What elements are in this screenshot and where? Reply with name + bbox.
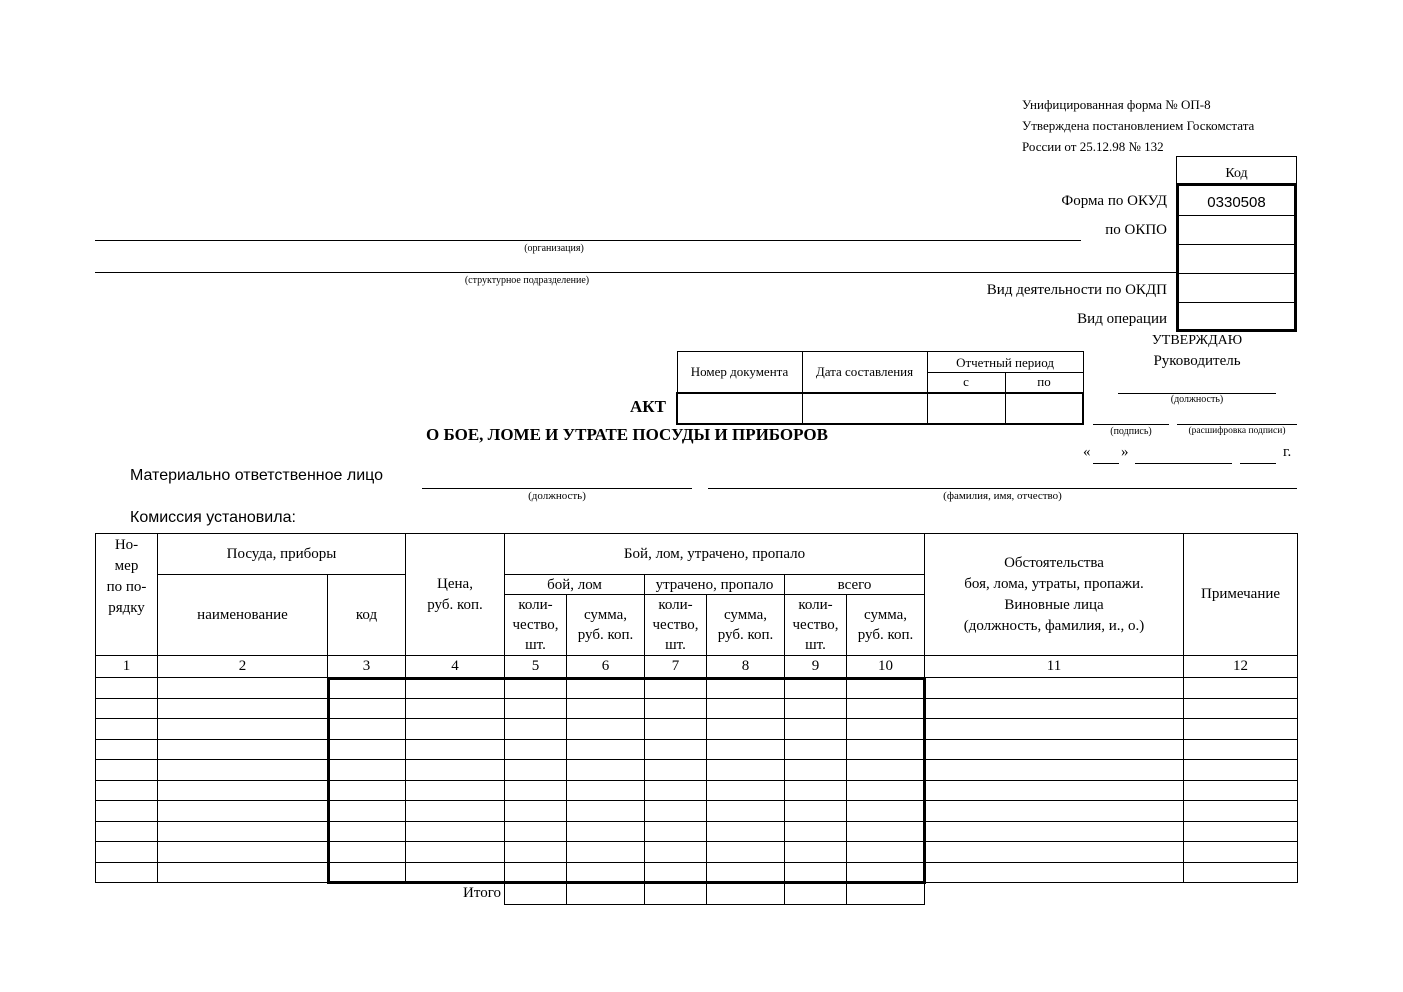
table-cell[interactable]: [406, 780, 505, 801]
period-from-field[interactable]: [927, 393, 1005, 424]
table-cell[interactable]: [1184, 678, 1298, 699]
table-cell[interactable]: [158, 801, 328, 822]
table-cell[interactable]: [707, 719, 785, 740]
table-cell[interactable]: [406, 678, 505, 699]
table-cell[interactable]: [785, 821, 847, 842]
commission-label: Комиссия установила:: [130, 509, 296, 526]
table-cell[interactable]: [707, 739, 785, 760]
total-label: Итого: [463, 885, 501, 901]
qty-header: коли- чество, шт.: [785, 595, 847, 656]
table-cell[interactable]: [645, 780, 707, 801]
table-cell[interactable]: [158, 719, 328, 740]
sum-header: сумма, руб. коп.: [567, 595, 645, 656]
table-cell[interactable]: [925, 739, 1184, 760]
head-position-caption: (должность): [1170, 394, 1224, 405]
period-to-header: по: [1005, 373, 1083, 393]
table-cell[interactable]: [847, 842, 925, 863]
table-cell[interactable]: [328, 842, 406, 863]
table-cell[interactable]: [847, 780, 925, 801]
table-cell[interactable]: [96, 678, 158, 699]
responsible-position-caption: (должность): [528, 490, 586, 502]
table-cell[interactable]: [645, 801, 707, 822]
responsible-name-line[interactable]: [708, 488, 1297, 489]
table-cell[interactable]: [406, 760, 505, 781]
table-cell[interactable]: [505, 801, 567, 822]
table-cell[interactable]: [785, 698, 847, 719]
approve-label: УТВЕРЖДАЮ: [1151, 333, 1243, 348]
table-cell[interactable]: [645, 678, 707, 699]
table-cell[interactable]: [328, 780, 406, 801]
approve-month-field[interactable]: [1135, 463, 1232, 464]
table-cell[interactable]: [925, 862, 1184, 883]
table-cell[interactable]: [328, 821, 406, 842]
table-cell[interactable]: [785, 760, 847, 781]
table-cell[interactable]: [567, 760, 645, 781]
table-cell[interactable]: [785, 678, 847, 699]
table-cell[interactable]: [567, 698, 645, 719]
table-cell[interactable]: [406, 862, 505, 883]
table-cell[interactable]: [847, 698, 925, 719]
table-cell[interactable]: [847, 719, 925, 740]
table-cell[interactable]: [1184, 739, 1298, 760]
table-cell[interactable]: [785, 739, 847, 760]
table-cell[interactable]: [505, 760, 567, 781]
col-number: 3: [328, 656, 406, 678]
sum-header: сумма, руб. коп.: [707, 595, 785, 656]
table-cell[interactable]: [505, 862, 567, 883]
table-cell[interactable]: [505, 780, 567, 801]
form-id-line1: Унифицированная форма № ОП-8: [1022, 97, 1211, 112]
table-cell[interactable]: [707, 842, 785, 863]
table-cell[interactable]: [847, 760, 925, 781]
data-rows: [96, 678, 1298, 883]
table-cell[interactable]: [505, 678, 567, 699]
group-loss-header: Бой, лом, утрачено, пропало: [505, 534, 925, 575]
table-cell[interactable]: [1184, 862, 1298, 883]
col-price-header: Цена, руб. коп.: [406, 534, 505, 656]
doc-number-header: Номер документа: [677, 352, 802, 393]
table-cell[interactable]: [645, 760, 707, 781]
table-cell[interactable]: [158, 760, 328, 781]
decoding-line[interactable]: [1177, 424, 1297, 425]
table-row: [96, 821, 1298, 842]
table-cell[interactable]: [1184, 801, 1298, 822]
signature-line[interactable]: [1093, 424, 1169, 425]
division-caption: (структурное подразделение): [464, 275, 590, 286]
table-cell[interactable]: [567, 801, 645, 822]
table-cell[interactable]: [645, 842, 707, 863]
col-number: 5: [505, 656, 567, 678]
col-note-header: Примечание: [1184, 534, 1298, 656]
table-cell[interactable]: [707, 821, 785, 842]
sub-break-header: бой, лом: [505, 575, 645, 595]
col-num-header: Но- мер по по- рядку: [96, 534, 158, 656]
okud-label: Форма по ОКУД: [1061, 193, 1167, 209]
table-cell[interactable]: [707, 801, 785, 822]
total-row-blank: [925, 883, 1298, 905]
col-name-header: наименование: [158, 575, 328, 656]
table-cell[interactable]: [1184, 842, 1298, 863]
table-cell[interactable]: [785, 780, 847, 801]
table-cell[interactable]: [707, 862, 785, 883]
table-cell[interactable]: [925, 678, 1184, 699]
division-line[interactable]: [95, 272, 1177, 273]
table-cell[interactable]: [645, 821, 707, 842]
table-cell[interactable]: [158, 862, 328, 883]
form-id-line2: Утверждена постановлением Госкомстата: [1022, 118, 1255, 133]
table-cell[interactable]: [925, 698, 1184, 719]
table-cell[interactable]: [567, 739, 645, 760]
table-cell[interactable]: [96, 821, 158, 842]
doc-date-field[interactable]: [802, 393, 927, 424]
operation-code-field[interactable]: [1179, 303, 1294, 329]
okdp-label: Вид деятельности по ОКДП: [986, 282, 1167, 298]
sum-header: сумма, руб. коп.: [847, 595, 925, 656]
table-cell[interactable]: [925, 801, 1184, 822]
table-cell[interactable]: [328, 678, 406, 699]
table-cell[interactable]: [406, 719, 505, 740]
table-cell[interactable]: [96, 760, 158, 781]
table-cell[interactable]: [328, 739, 406, 760]
table-cell[interactable]: [505, 739, 567, 760]
code-header-cell: [1176, 156, 1297, 184]
col-number: 6: [567, 656, 645, 678]
table-cell[interactable]: [567, 821, 645, 842]
approve-day-field[interactable]: [1093, 463, 1119, 464]
main-table-wrapper: [95, 533, 1298, 905]
responsible-position-line[interactable]: [422, 488, 692, 489]
col-code-header: код: [328, 575, 406, 656]
table-cell[interactable]: [406, 698, 505, 719]
table-cell[interactable]: [158, 698, 328, 719]
decoding-caption: (расшифровка подписи): [1188, 426, 1286, 436]
table-cell[interactable]: [96, 801, 158, 822]
form-id-line3: России от 25.12.98 № 132: [1022, 139, 1164, 154]
table-cell[interactable]: [847, 678, 925, 699]
organization-line[interactable]: [95, 240, 1081, 241]
col-number: 10: [847, 656, 925, 678]
table-cell[interactable]: [567, 780, 645, 801]
total-cell[interactable]: [847, 883, 925, 905]
operation-label: Вид операции: [1077, 311, 1167, 327]
col-number: 1: [96, 656, 158, 678]
table-row: [96, 801, 1298, 822]
total-cell[interactable]: [707, 883, 785, 905]
responsible-name-caption: (фамилия, имя, отчество): [943, 490, 1062, 502]
table-row: [96, 739, 1298, 760]
table-cell[interactable]: [1184, 698, 1298, 719]
sub-lost-header: утрачено, пропало: [645, 575, 785, 595]
act-title: АКТ: [630, 397, 666, 416]
column-numbers-row: [96, 656, 1298, 678]
table-cell[interactable]: [406, 739, 505, 760]
okud-code-value[interactable]: 0330508: [1179, 186, 1294, 216]
table-cell[interactable]: [328, 760, 406, 781]
table-cell[interactable]: [847, 821, 925, 842]
table-cell[interactable]: [96, 780, 158, 801]
table-row: [96, 780, 1298, 801]
table-cell[interactable]: [505, 719, 567, 740]
table-cell[interactable]: [96, 698, 158, 719]
table-cell[interactable]: [645, 739, 707, 760]
table-cell[interactable]: [707, 678, 785, 699]
table-cell[interactable]: [158, 821, 328, 842]
table-cell[interactable]: [785, 842, 847, 863]
okpo-code-field-2[interactable]: [1179, 245, 1294, 274]
date-quote-close: »: [1121, 444, 1129, 460]
table-cell[interactable]: [707, 698, 785, 719]
col-number: 4: [406, 656, 505, 678]
col-number: 11: [925, 656, 1184, 678]
sub-total-header: всего: [785, 575, 925, 595]
table-cell[interactable]: [707, 760, 785, 781]
approve-year-field[interactable]: [1240, 463, 1276, 464]
table-cell[interactable]: [328, 862, 406, 883]
table-cell[interactable]: [847, 801, 925, 822]
table-row: [96, 698, 1298, 719]
okpo-code-field[interactable]: [1179, 216, 1294, 245]
qty-header: коли- чество, шт.: [645, 595, 707, 656]
table-cell[interactable]: [785, 801, 847, 822]
table-row: [96, 678, 1298, 699]
col-circumstances-header: Обстоятельства боя, лома, утраты, пропажи. Виновные лица (должность, фамилия, и., о.): [925, 534, 1184, 656]
table-row: [96, 862, 1298, 883]
signature-caption: (подпись): [1110, 426, 1152, 437]
col-number: 9: [785, 656, 847, 678]
table-row: [96, 719, 1298, 740]
period-header: Отчетный период: [927, 352, 1083, 373]
table-row: [96, 760, 1298, 781]
table-cell[interactable]: [406, 801, 505, 822]
table-cell[interactable]: [925, 821, 1184, 842]
table-cell[interactable]: [567, 719, 645, 740]
okpo-label: по ОКПО: [1105, 222, 1167, 238]
table-cell[interactable]: [96, 719, 158, 740]
table-cell[interactable]: [96, 739, 158, 760]
table-cell[interactable]: [406, 821, 505, 842]
document-info-table: [676, 351, 1082, 425]
table-cell[interactable]: [567, 862, 645, 883]
table-cell[interactable]: [925, 719, 1184, 740]
table-cell[interactable]: [785, 719, 847, 740]
table-cell[interactable]: [406, 842, 505, 863]
table-cell[interactable]: [1184, 780, 1298, 801]
doc-number-field[interactable]: [677, 393, 802, 424]
table-cell[interactable]: [328, 719, 406, 740]
total-row: [96, 883, 1298, 905]
table-cell[interactable]: [158, 739, 328, 760]
responsible-label: Материально ответственное лицо: [130, 467, 384, 484]
table-cell[interactable]: [328, 801, 406, 822]
doc-date-header: Дата составления: [802, 352, 927, 393]
period-to-field[interactable]: [1005, 393, 1083, 424]
head-label: Руководитель: [1153, 353, 1241, 369]
table-cell[interactable]: [785, 862, 847, 883]
code-header-label: Код: [1225, 166, 1248, 181]
table-cell[interactable]: [158, 780, 328, 801]
table-cell[interactable]: [505, 821, 567, 842]
table-cell[interactable]: [96, 862, 158, 883]
table-cell[interactable]: [925, 842, 1184, 863]
table-cell[interactable]: [158, 842, 328, 863]
col-number: 12: [1184, 656, 1298, 678]
total-cell[interactable]: [645, 883, 707, 905]
table-cell[interactable]: [328, 698, 406, 719]
total-cell[interactable]: [505, 883, 567, 905]
main-table: [95, 533, 1298, 905]
table-cell[interactable]: [847, 739, 925, 760]
date-quote-open: «: [1083, 444, 1091, 460]
act-subtitle: О БОЕ, ЛОМЕ И УТРАТЕ ПОСУДЫ И ПРИБОРОВ: [426, 425, 828, 444]
table-cell[interactable]: [645, 698, 707, 719]
total-cell[interactable]: [567, 883, 645, 905]
col-number: 7: [645, 656, 707, 678]
okdp-code-field[interactable]: [1179, 274, 1294, 303]
table-cell[interactable]: [567, 842, 645, 863]
table-cell[interactable]: [567, 678, 645, 699]
table-cell[interactable]: [847, 862, 925, 883]
table-cell[interactable]: [645, 719, 707, 740]
table-cell[interactable]: [645, 862, 707, 883]
total-cell[interactable]: [785, 883, 847, 905]
table-cell[interactable]: [925, 780, 1184, 801]
table-cell[interactable]: [707, 780, 785, 801]
col-number: 8: [707, 656, 785, 678]
table-cell[interactable]: [505, 698, 567, 719]
period-from-header: с: [927, 373, 1005, 393]
table-cell[interactable]: [925, 760, 1184, 781]
table-cell[interactable]: [1184, 821, 1298, 842]
table-cell[interactable]: [1184, 760, 1298, 781]
table-row: [96, 842, 1298, 863]
table-cell[interactable]: [96, 842, 158, 863]
table-cell[interactable]: [505, 842, 567, 863]
table-cell[interactable]: [1184, 719, 1298, 740]
code-box: [1176, 183, 1297, 332]
group-dishes-header: Посуда, приборы: [158, 534, 406, 575]
qty-header: коли- чество, шт.: [505, 595, 567, 656]
organization-caption: (организация): [524, 243, 584, 254]
table-cell[interactable]: [158, 678, 328, 699]
year-suffix: г.: [1283, 444, 1292, 460]
col-number: 2: [158, 656, 328, 678]
